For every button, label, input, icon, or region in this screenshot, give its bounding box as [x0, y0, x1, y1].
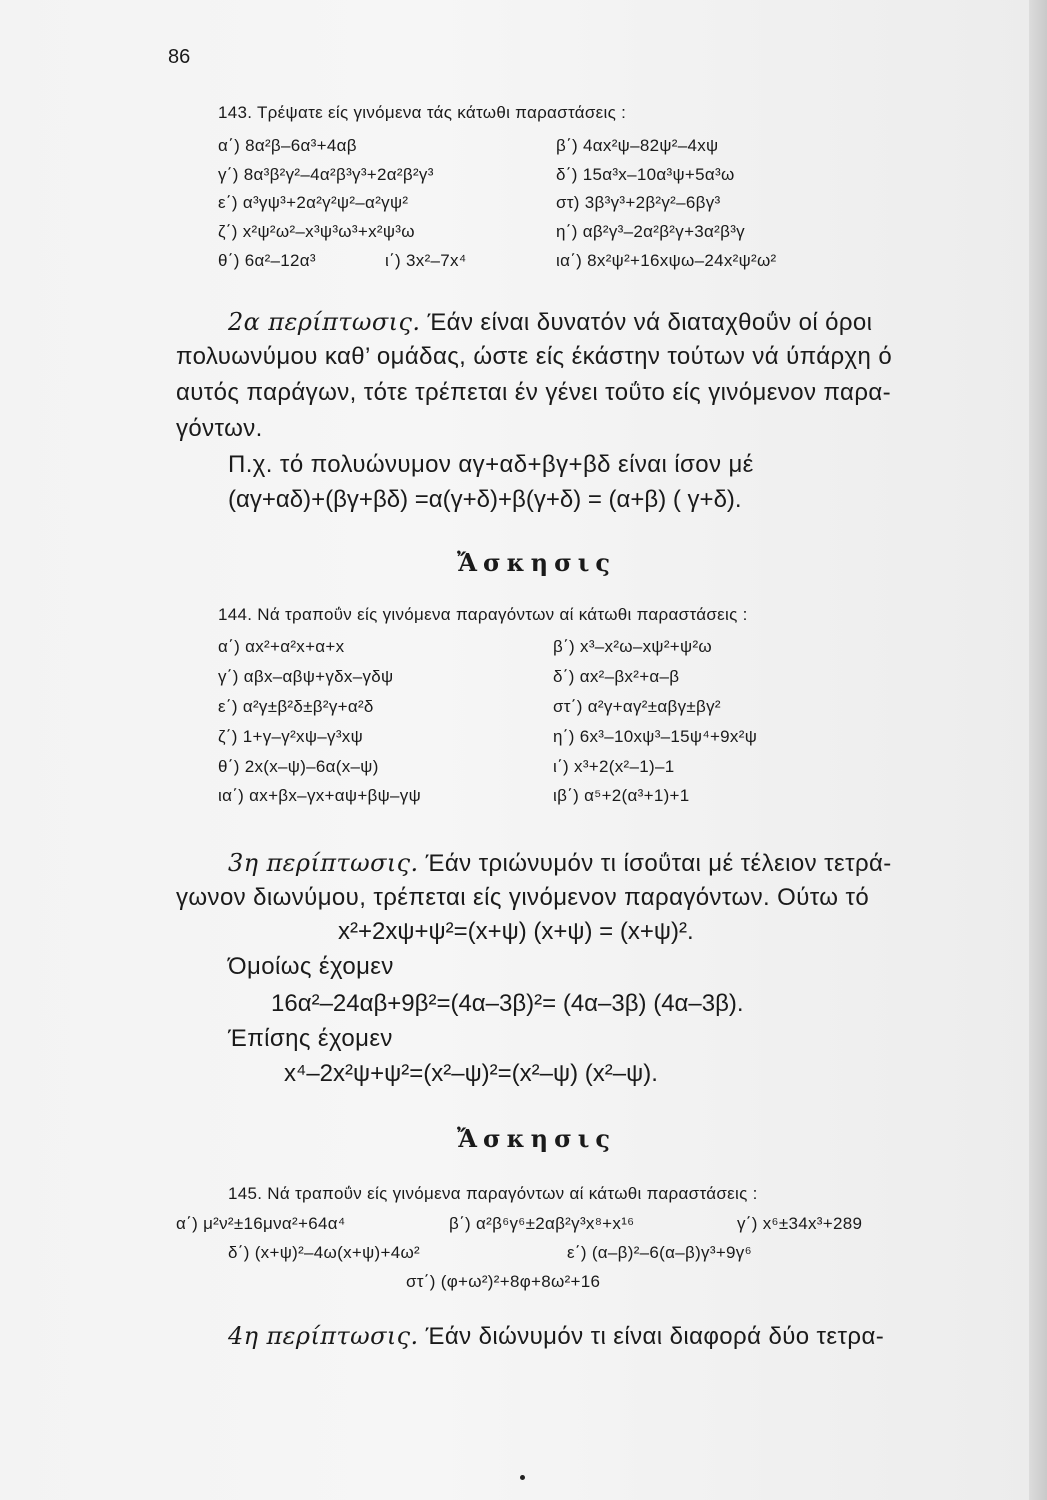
exercises-heading-1: Ἄσκησις — [457, 548, 617, 577]
ex143-left-z: ζ΄) x²ψ²ω²–x³ψ³ω³+x²ψ³ω — [218, 222, 415, 241]
case2-text-line3: αυτός παράγων, τότε τρέπεται έν γένει τοΰτο είς γινόμενον παρα- — [176, 379, 892, 406]
ex143-left-th: θ΄) 6α²–12α³ — [218, 251, 316, 270]
case3-text-line2: γωνον διωνύμου, τρέπεται είς γινόμενον παραγόντων. Ούτω τό — [176, 884, 870, 911]
case4-label: 4η περίπτωσις. — [228, 1322, 419, 1350]
case2-text-line2: πολυωνύμου καθ’ ομάδας, ώστε είς έκάστην τούτων νά ύπάρχη ό — [176, 343, 893, 370]
page-spine-shadow — [1029, 0, 1047, 1500]
ex144-right-h: η΄) 6x³–10xψ³–15ψ⁴+9x²ψ — [553, 727, 758, 746]
exercises-heading-2: Ἄσκησις — [457, 1124, 617, 1153]
ex143-right-st: στ) 3β³γ³+2β²γ²–6βγ³ — [556, 193, 721, 212]
case2-label: 2α περίπτωσις. — [228, 308, 421, 336]
case3-label: 3η περίπτωσις. — [228, 849, 419, 877]
page-mark — [520, 1475, 525, 1480]
case2-text-line4: γόντων. — [176, 415, 263, 442]
ex143-left-e: ε΄) α³γψ³+2α²γ²ψ²–α²γψ² — [218, 193, 409, 212]
case2-example-line1: Π.χ. τό πολυώνυμον αγ+αδ+βγ+βδ είναι ίσον μέ — [228, 451, 754, 478]
ex143-right-d: δ΄) 15α³x–10α³ψ+5α³ω — [556, 165, 735, 184]
case3-paragraph-line1 — [228, 849, 892, 878]
ex143-left-g: γ΄) 8α³β²γ²–4α²β³γ³+2α²β²γ³ — [218, 165, 434, 184]
ex145-b: β΄) α²β⁶γ⁶±2αβ²γ³x⁸+x¹⁶ — [449, 1214, 635, 1233]
case4-paragraph-line1 — [228, 1322, 884, 1351]
case3-equation-3: x⁴–2x²ψ+ψ²=(x²–ψ)²=(x²–ψ) (x²–ψ). — [284, 1060, 658, 1087]
case2-example-equation: (αγ+αδ)+(βγ+βδ) =α(γ+δ)+β(γ+δ) = (α+β) ( γ+δ). — [228, 486, 742, 513]
ex145-d: δ΄) (x+ψ)²–4ω(x+ψ)+4ω² — [228, 1243, 421, 1262]
ex144-left-g: γ΄) αβx–αβψ+γδx–γδψ — [218, 667, 394, 686]
ex143-right-ia: ια΄) 8x²ψ²+16xψω–24x²ψ²ω² — [556, 251, 777, 270]
ex144-right-ib: ιβ΄) α⁵+2(α³+1)+1 — [553, 786, 690, 805]
ex144-left-z: ζ΄) 1+γ–γ²xψ–γ³xψ — [218, 727, 363, 746]
case2-text-line1: Έάν είναι δυνατόν νά διαταχθοΰν οί όροι — [427, 309, 873, 336]
case3-similarly: Όμοίως έχομεν — [228, 953, 394, 980]
ex143-left-a: α΄) 8α²β–6α³+4αβ — [218, 136, 357, 155]
case3-equation-2: 16α²–24αβ+9β²=(4α–3β)²= (4α–3β) (4α–3β). — [271, 990, 744, 1017]
ex144-left-ia: ια΄) αx+βx–γx+αψ+βψ–γψ — [218, 786, 422, 805]
exercise-145-title: 145. Νά τραποΰν είς γινόμενα παραγόντων αί κάτωθι παραστάσεις : — [228, 1184, 758, 1203]
ex144-left-a: α΄) αx²+α²x+α+x — [218, 637, 345, 656]
case4-text-line1: Έάν διώνυμόν τι είναι διαφορά δύο τετρα- — [425, 1323, 885, 1350]
ex144-right-st: στ΄) α²γ+αγ²±αβγ±βγ² — [553, 697, 721, 716]
ex145-e: ε΄) (α–β)²–6(α–β)γ³+9γ⁶ — [567, 1243, 752, 1262]
ex143-left-i: ι΄) 3x²–7x⁴ — [385, 251, 467, 270]
ex144-right-i: ι΄) x³+2(x²–1)–1 — [553, 757, 675, 776]
exercise-143-title: 143. Τρέψατε είς γινόμενα τάς κάτωθι παραστάσεις : — [218, 103, 627, 122]
case2-paragraph-line1 — [228, 308, 872, 337]
page-number: 86 — [168, 46, 191, 68]
ex143-right-h: η΄) αβ²γ³–2α²β²γ+3α²β³γ — [556, 222, 745, 241]
ex144-left-th: θ΄) 2x(x–ψ)–6α(x–ψ) — [218, 757, 379, 776]
ex145-g: γ΄) x⁶±34x³+289 — [737, 1214, 863, 1233]
case3-text-line1: Έάν τριώνυμόν τι ίσοΰται μέ τέλειον τετρά- — [425, 850, 892, 877]
case3-equation-1: x²+2xψ+ψ²=(x+ψ) (x+ψ) = (x+ψ)². — [338, 918, 694, 945]
ex145-a: α΄) μ²ν²±16μνα²+64α⁴ — [176, 1214, 346, 1233]
case3-also: Έπίσης έχομεν — [228, 1025, 393, 1052]
exercise-144-title: 144. Νά τραποΰν είς γινόμενα παραγόντων αί κάτωθι παραστάσεις : — [218, 605, 748, 624]
ex143-right-b: β΄) 4αx²ψ–82ψ²–4xψ — [556, 136, 719, 155]
ex144-left-e: ε΄) α²γ±β²δ±β²γ+α²δ — [218, 697, 374, 716]
ex144-right-b: β΄) x³–x²ω–xψ²+ψ²ω — [553, 637, 712, 656]
ex145-st: στ΄) (φ+ω²)²+8φ+8ω²+16 — [406, 1272, 601, 1291]
ex144-right-d: δ΄) αx²–βx²+α–β — [553, 667, 680, 686]
